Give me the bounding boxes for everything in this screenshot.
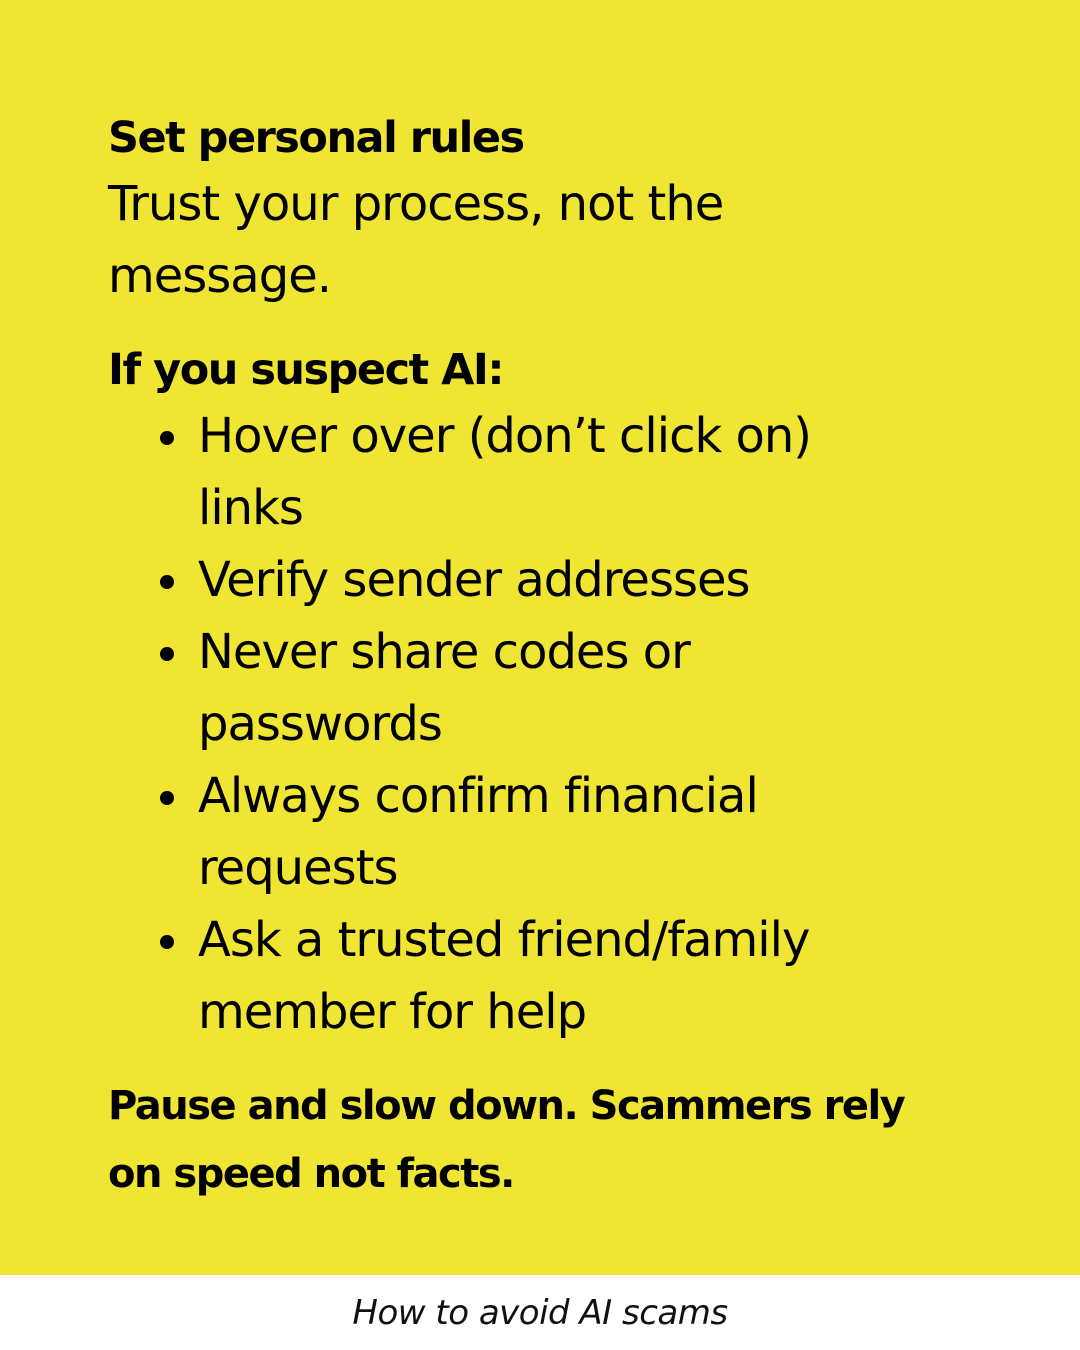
- bullet-icon: [160, 431, 174, 445]
- bullet-icon: [160, 791, 174, 805]
- section-body-rules: Trust your process, not the message.: [108, 176, 724, 304]
- section-heading-rules: Set personal rules: [108, 113, 524, 163]
- list-item-text: Always confirm financial requests: [198, 768, 758, 896]
- list-item: [108, 760, 918, 904]
- list-item-text: Verify sender addresses: [198, 552, 750, 608]
- closing-statement: Pause and slow down. Scammers rely on speed not facts.: [108, 1083, 905, 1197]
- bullet-icon: [160, 575, 174, 589]
- main-content: [108, 108, 918, 1208]
- footer-caption: How to avoid AI scams: [352, 1292, 728, 1333]
- tips-list: [108, 400, 918, 1048]
- list-item-text: Ask a trusted friend/family member for help: [198, 912, 810, 1040]
- list-item: [108, 400, 918, 544]
- list-item: [108, 544, 918, 616]
- bullet-icon: [160, 935, 174, 949]
- bullet-icon: [160, 647, 174, 661]
- section-heading-suspect: If you suspect AI:: [108, 345, 504, 395]
- list-item: [108, 616, 918, 760]
- list-item-text: Hover over (don’t click on) links: [198, 408, 812, 536]
- list-item: [108, 904, 918, 1048]
- list-item-text: Never share codes or passwords: [198, 624, 690, 752]
- footer: [0, 1275, 1080, 1350]
